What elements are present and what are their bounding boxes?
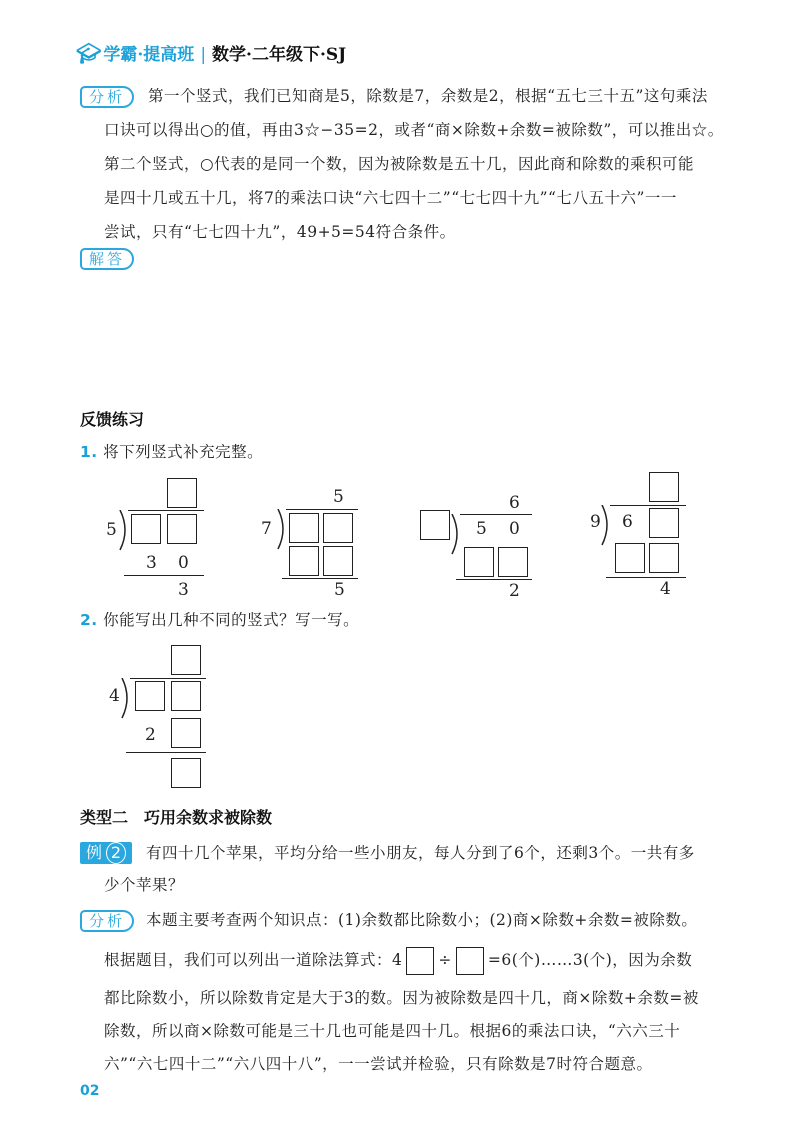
example-line-2: 少个苹果？ <box>104 876 185 894</box>
section-title: 类型二 巧用余数求被除数 <box>80 808 273 827</box>
header-separator: | <box>200 45 207 65</box>
answer-box[interactable] <box>615 543 645 573</box>
answer-box[interactable] <box>649 508 679 538</box>
graduation-cap-icon: 🎓︎ <box>76 41 102 65</box>
practice-title: 反馈练习 <box>80 410 145 429</box>
analysis2-line-2: 根据题目，我们可以列出一道除法算式：4 ÷ =6(个)……3(个)，因为余数 <box>104 945 764 976</box>
remainder: 5 <box>334 580 345 600</box>
answer-box[interactable] <box>167 478 197 508</box>
answer-box[interactable] <box>289 513 319 543</box>
answer-box[interactable] <box>649 472 679 502</box>
answer-box[interactable] <box>498 547 528 577</box>
division-bracket <box>276 509 290 551</box>
analysis-line-5: 尝试，只有“七七四十九”，49+5=54符合条件。 <box>104 223 456 241</box>
question-1: 1. 将下列竖式补充完整。 <box>80 443 264 461</box>
analysis2-line-4: 除数，所以商×除数可能是三十几也可能是四十几。根据6的乘法口诀，“六六三十 <box>104 1022 681 1040</box>
divisor: 5 <box>106 520 117 540</box>
example-line-1: 有四十几个苹果，平均分给一些小朋友，每人分到了6个，还剩3个。一共有多 <box>146 844 695 862</box>
answer-box[interactable] <box>464 547 494 577</box>
blank-box[interactable] <box>456 947 484 975</box>
answer-box[interactable] <box>289 546 319 576</box>
answer-box[interactable] <box>323 513 353 543</box>
analysis2-line-5: 六”“六七四十二”“六八四十八”，一一尝试并检验，只有除数是7时符合题意。 <box>104 1055 653 1073</box>
analysis2-line-3: 都比除数小，所以除数肯定是大于3的数。因为被除数是四十几，商×除数+余数=被 <box>104 989 699 1007</box>
quotient: 5 <box>333 487 344 507</box>
remainder: 3 <box>178 580 189 600</box>
analysis-line-4: 是四十几或五十几，将7的乘法口诀“六七四十二”“七七四十九”“七八五十六”一一 <box>104 189 677 207</box>
divisor: 4 <box>109 686 120 706</box>
example-tag: 例 2 <box>80 842 132 864</box>
subtract-digit: 0 <box>178 553 189 573</box>
division-bracket <box>118 510 132 552</box>
remainder: 4 <box>660 579 671 599</box>
dividend-digit: 6 <box>622 512 633 532</box>
answer-box[interactable] <box>171 645 201 675</box>
analysis-tag: 分析 <box>80 86 134 108</box>
division-bracket <box>450 514 464 556</box>
divisor-box[interactable] <box>420 510 450 540</box>
quotient: 6 <box>509 493 520 513</box>
division-bracket <box>120 678 134 720</box>
dividend-digit: 5 <box>476 519 487 539</box>
brand-title: 学霸·提高班 <box>103 45 195 65</box>
answer-box[interactable] <box>323 546 353 576</box>
answer-box[interactable] <box>171 758 201 788</box>
page-number: 02 <box>80 1083 100 1099</box>
question-2: 2. 你能写出几种不同的竖式？写一写。 <box>80 611 360 629</box>
analysis-line-3: 第二个竖式，○代表的是同一个数，因为被除数是五十几，因此商和除数的乘积可能 <box>104 155 695 173</box>
analysis-line-2: 口诀可以得出○的值，再由3☆−35=2，或者“商×除数+余数=被除数”，可以推出☆。 <box>104 121 724 139</box>
divisor: 7 <box>261 519 272 539</box>
answer-box[interactable] <box>171 718 201 748</box>
subtract-digit: 2 <box>145 725 156 745</box>
answer-box[interactable] <box>167 514 197 544</box>
divisor: 9 <box>590 512 601 532</box>
dividend-digit: 0 <box>509 519 520 539</box>
answer-box[interactable] <box>171 681 201 711</box>
answer-box[interactable] <box>649 543 679 573</box>
analysis2-line-1: 本题主要考查两个知识点：(1)余数都比除数小；(2)商×除数+余数=被除数。 <box>146 911 698 929</box>
blank-box[interactable] <box>406 947 434 975</box>
answer-box[interactable] <box>131 514 161 544</box>
page-header <box>76 40 346 66</box>
answer-box[interactable] <box>135 681 165 711</box>
subtract-digit: 3 <box>146 553 157 573</box>
book-title: 数学·二年级下·SJ <box>212 45 347 65</box>
remainder: 2 <box>509 581 520 601</box>
analysis2-tag: 分析 <box>80 910 134 932</box>
analysis-line-1: 第一个竖式，我们已知商是5，除数是7，余数是2，根据“五七三十五”这句乘法 <box>148 87 708 105</box>
division-bracket <box>600 505 614 547</box>
answer-tag: 解答 <box>80 248 134 270</box>
